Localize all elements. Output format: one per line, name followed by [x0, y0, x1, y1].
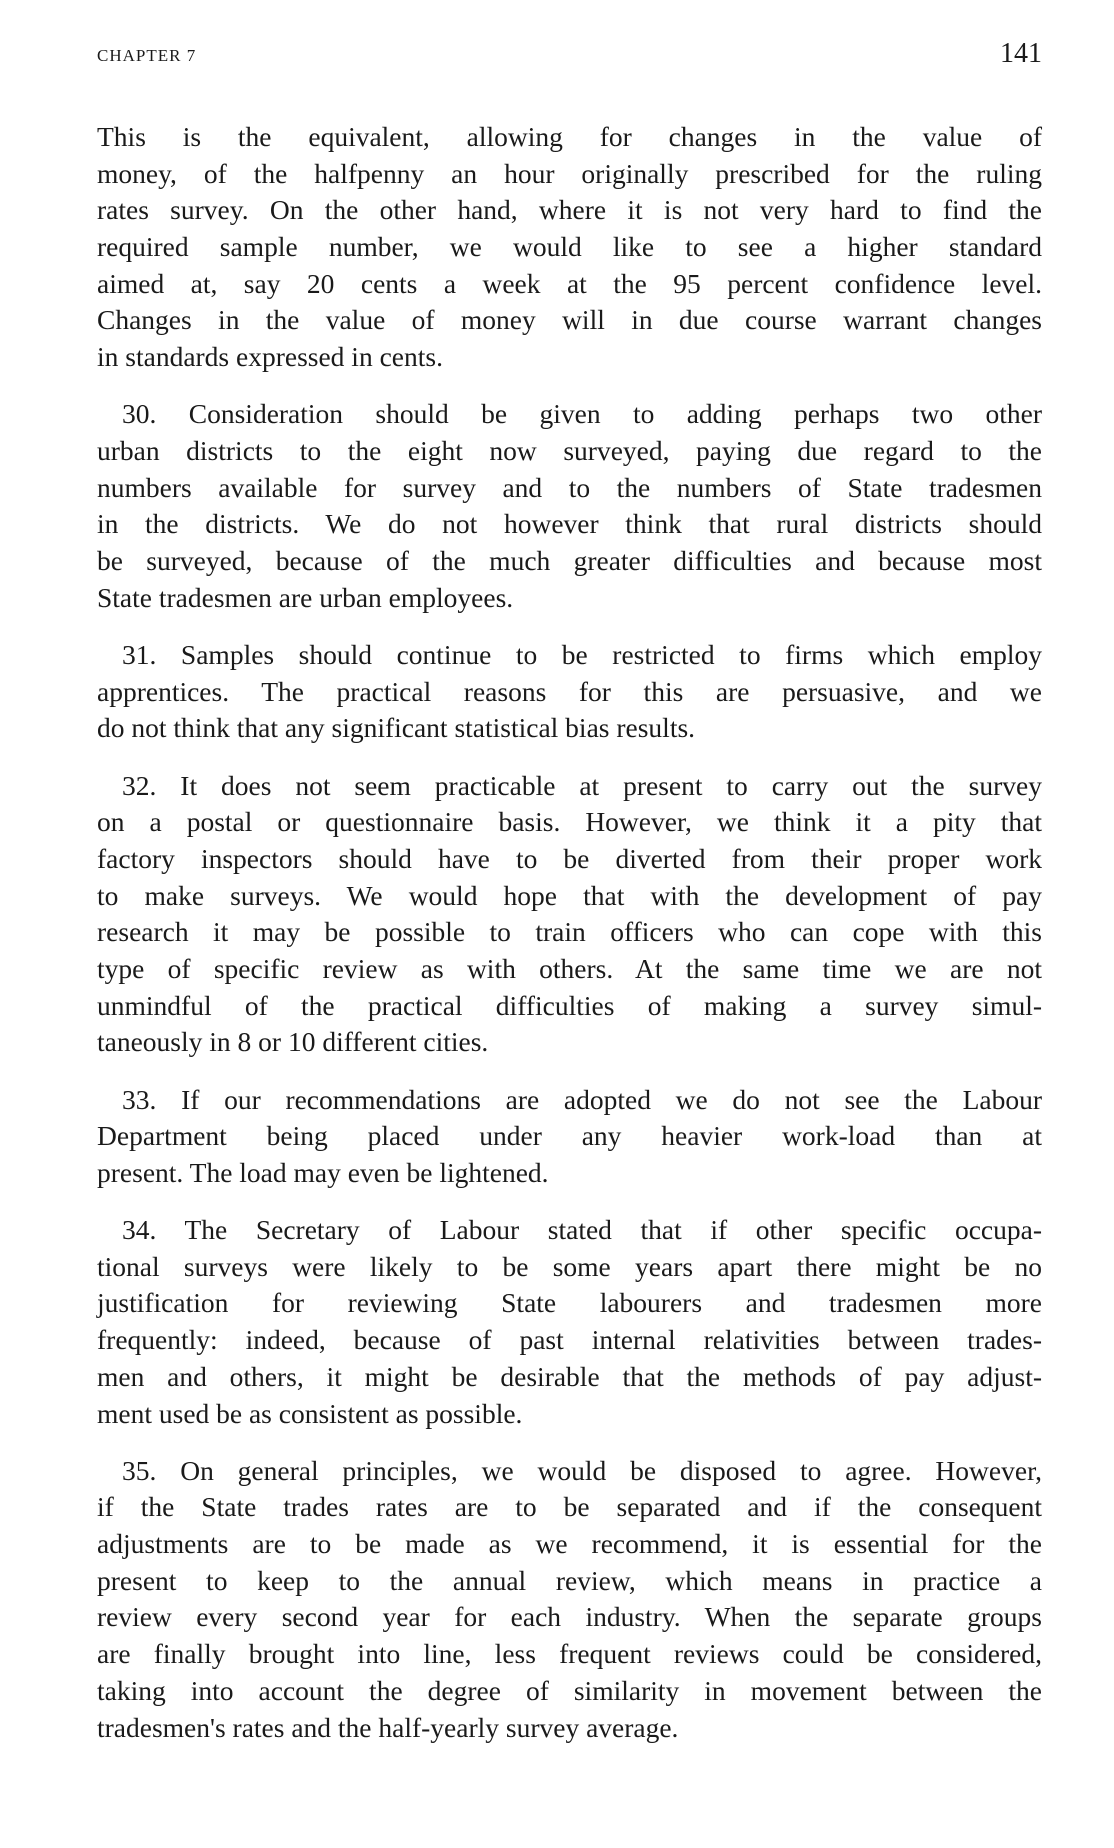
text-line: 32. It does not seem practicable at present to carry out the survey [122, 769, 1042, 801]
text-line: in the districts. We do not however think that rural districts should [97, 508, 1042, 540]
text-line: 31. Samples should continue to be restricted to firms which employ [122, 638, 1042, 670]
text-line: be surveyed, because of the much greater difficulties and because most [97, 545, 1042, 577]
text-line: justification for reviewing State labourers and tradesmen more [97, 1287, 1042, 1319]
text-line: numbers available for survey and to the numbers of State tradesmen [97, 471, 1042, 503]
text-line: are finally brought into line, less frequent reviews could be considered, [97, 1638, 1042, 1670]
paragraph [97, 1082, 1042, 1192]
text-line: tradesmen's rates and the half-yearly survey average. [97, 1711, 679, 1743]
text-line: frequently: indeed, because of past internal relativities between trades- [97, 1324, 1042, 1356]
page-body [97, 119, 1042, 1767]
text-line: present to keep to the annual review, which means in practice a [97, 1564, 1042, 1596]
text-line: type of specific review as with others. At the same time we are not [97, 952, 1042, 984]
text-line: Department being placed under any heavier work-load than at [97, 1120, 1042, 1152]
text-line: ment used be as consistent as possible. [97, 1397, 523, 1429]
paragraph [97, 1453, 1042, 1747]
text-line: tional surveys were likely to be some years apart there might be no [97, 1250, 1042, 1282]
text-line: money, of the halfpenny an hour originally prescribed for the ruling [97, 157, 1042, 189]
text-line: taking into account the degree of similarity in movement between the [97, 1674, 1042, 1706]
text-line: required sample number, we would like to see a higher standard [97, 231, 1042, 263]
text-line: urban districts to the eight now surveyed, paying due regard to the [97, 435, 1042, 466]
chapter-label: CHAPTER 7 [97, 46, 197, 65]
text-line: do not think that any significant statistical bias results. [97, 712, 696, 744]
paragraph [97, 1212, 1042, 1432]
text-line: research it may be possible to train officers who can cope with this [97, 916, 1042, 948]
text-line: review every second year for each industry. When the separate groups [97, 1601, 1042, 1633]
text-line: 30. Consideration should be given to adding perhaps two other [122, 398, 1042, 430]
text-line: This is the equivalent, allowing for changes in the value of [97, 121, 1042, 152]
running-header [97, 38, 1042, 78]
text-line: aimed at, say 20 cents a week at the 95 percent confidence level. [97, 267, 1042, 299]
text-line: 33. If our recommendations are adopted we do not see the Labour [122, 1083, 1042, 1115]
text-line: in standards expressed in cents. [97, 341, 443, 373]
paragraph [97, 637, 1042, 747]
text-line: to make surveys. We would hope that with the development of pay [97, 879, 1042, 911]
page-number: 141 [1000, 38, 1042, 69]
text-line: adjustments are to be made as we recommend, it is essential for the [97, 1528, 1042, 1560]
text-line: men and others, it might be desirable that the methods of pay adjust- [97, 1360, 1042, 1392]
text-line: 34. The Secretary of Labour stated that if other specific occupa- [122, 1214, 1042, 1246]
text-line: apprentices. The practical reasons for this are persuasive, and we [97, 675, 1042, 707]
text-line: rates survey. On the other hand, where it is not very hard to find the [97, 194, 1042, 226]
paragraph [97, 119, 1042, 376]
text-line: Changes in the value of money will in due course warrant changes [97, 304, 1042, 336]
text-line: on a postal or questionnaire basis. However, we think it a pity that [97, 806, 1042, 838]
paragraph [97, 768, 1042, 1062]
text-line: unmindful of the practical difficulties of making a survey simul- [97, 989, 1042, 1021]
text-line: factory inspectors should have to be diverted from their proper work [97, 842, 1042, 874]
text-line: State tradesmen are urban employees. [97, 581, 514, 613]
text-line: 35. On general principles, we would be disposed to agree. However, [122, 1454, 1042, 1486]
paragraph [97, 396, 1042, 616]
text-line: taneously in 8 or 10 different cities. [97, 1026, 489, 1058]
text-line: present. The load may even be lightened. [97, 1156, 549, 1188]
text-line: if the State trades rates are to be separated and if the consequent [97, 1491, 1042, 1523]
